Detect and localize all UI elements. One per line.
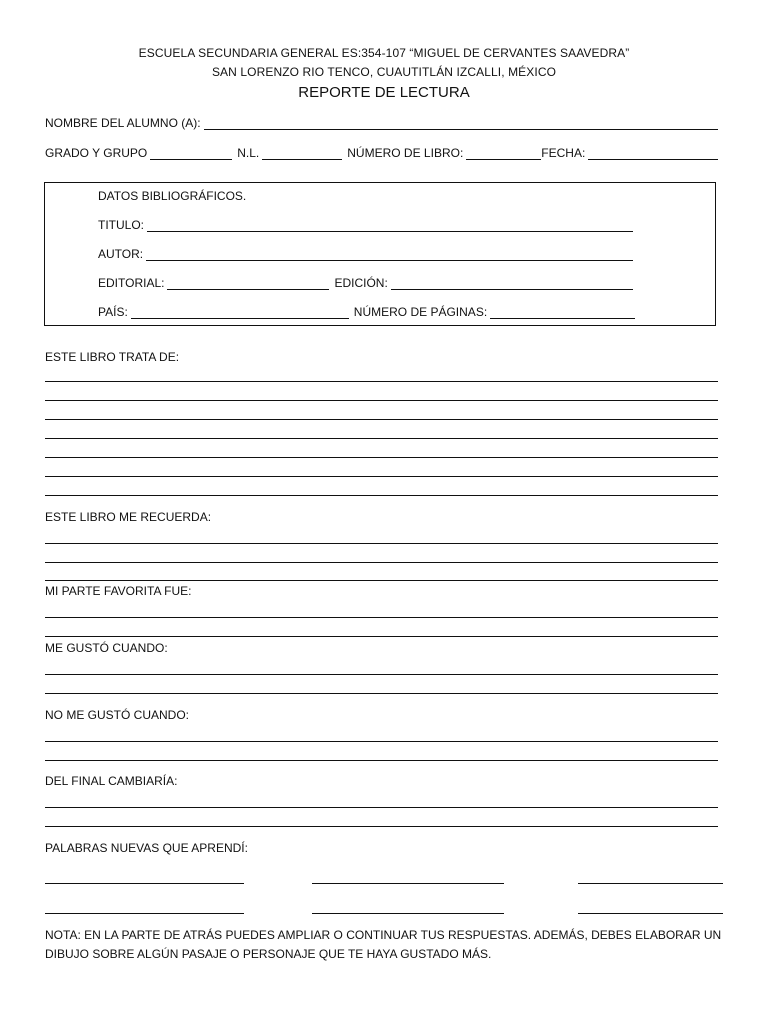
page-title: REPORTE DE LECTURA — [298, 84, 470, 101]
author-field[interactable] — [146, 249, 633, 261]
about-line[interactable] — [45, 438, 718, 439]
liked-line[interactable] — [45, 674, 718, 675]
publisher-field[interactable] — [167, 278, 329, 290]
about-line[interactable] — [45, 400, 718, 401]
biblio-country-row — [98, 305, 635, 319]
title-field[interactable] — [147, 220, 633, 232]
new-word-field[interactable] — [578, 883, 723, 884]
ending-line[interactable] — [45, 826, 718, 827]
about-line[interactable] — [45, 495, 718, 496]
edition-label: EDICIÓN: — [334, 276, 388, 290]
new-word-field[interactable] — [45, 913, 244, 914]
country-field[interactable] — [131, 307, 349, 319]
date-label: FECHA: — [541, 146, 586, 160]
favorite-line[interactable] — [45, 636, 718, 637]
new-word-field[interactable] — [45, 883, 244, 884]
about-line[interactable] — [45, 419, 718, 420]
disliked-line[interactable] — [45, 760, 718, 761]
new-word-field[interactable] — [312, 913, 504, 914]
pages-field[interactable] — [490, 307, 635, 319]
biblio-heading: DATOS BIBLIOGRÁFICOS. — [98, 189, 247, 203]
grade-label: GRADO Y GRUPO — [45, 146, 148, 160]
section-ending-label: DEL FINAL CAMBIARÍA: — [45, 774, 178, 788]
section-liked-label: ME GUSTÓ CUANDO: — [45, 641, 168, 655]
student-name-label: NOMBRE DEL ALUMNO (A): — [45, 116, 201, 130]
grade-field[interactable] — [150, 148, 232, 160]
section-favorite-label: MI PARTE FAVORITA FUE: — [45, 584, 192, 598]
title-label: TITULO: — [98, 218, 145, 232]
biblio-author-row — [98, 247, 633, 261]
school-name: ESCUELA SECUNDARIA GENERAL ES:354-107 “MIGUEL DE CERVANTES SAAVEDRA” — [138, 46, 630, 60]
new-word-field[interactable] — [312, 883, 504, 884]
reminds-line[interactable] — [45, 562, 718, 563]
disliked-line[interactable] — [45, 741, 718, 742]
biblio-title-row — [98, 218, 633, 232]
ending-line[interactable] — [45, 807, 718, 808]
pages-label: NÚMERO DE PÁGINAS: — [353, 305, 488, 319]
about-line[interactable] — [45, 457, 718, 458]
section-words-label: PALABRAS NUEVAS QUE APRENDÍ: — [45, 841, 248, 855]
section-about-label: ESTE LIBRO TRATA DE: — [45, 350, 180, 364]
new-word-field[interactable] — [578, 913, 723, 914]
student-info-row — [45, 146, 718, 160]
section-disliked-label: NO ME GUSTÓ CUANDO: — [45, 708, 190, 722]
about-line[interactable] — [45, 381, 718, 382]
author-label: AUTOR: — [98, 247, 144, 261]
nl-field[interactable] — [262, 148, 342, 160]
date-field[interactable] — [588, 148, 718, 160]
biblio-publisher-row — [98, 276, 633, 290]
liked-line[interactable] — [45, 693, 718, 694]
reminds-line[interactable] — [45, 580, 718, 581]
section-reminds-label: ESTE LIBRO ME RECUERDA: — [45, 510, 212, 524]
book-number-label: NÚMERO DE LIBRO: — [347, 146, 464, 160]
publisher-label: EDITORIAL: — [98, 276, 165, 290]
edition-field[interactable] — [391, 278, 633, 290]
school-address: SAN LORENZO RIO TENCO, CUAUTITLÁN IZCALLI, MÉXICO — [211, 65, 557, 79]
nl-label: N.L. — [237, 146, 260, 160]
country-label: PAÍS: — [98, 305, 128, 319]
footer-note: NOTA: EN LA PARTE DE ATRÁS PUEDES AMPLIAR O CONTINUAR TUS RESPUESTAS. ADEMÁS, DEBES ELABORAR UN DIBUJO SOBRE ALGÚN PASAJE O PERSONAJE QUE TE HAYA GUSTADO MÁS. — [45, 928, 722, 961]
student-name-row — [45, 116, 718, 130]
reminds-line[interactable] — [45, 543, 718, 544]
student-name-field[interactable] — [204, 118, 718, 130]
book-number-field[interactable] — [466, 148, 541, 160]
favorite-line[interactable] — [45, 617, 718, 618]
about-line[interactable] — [45, 476, 718, 477]
